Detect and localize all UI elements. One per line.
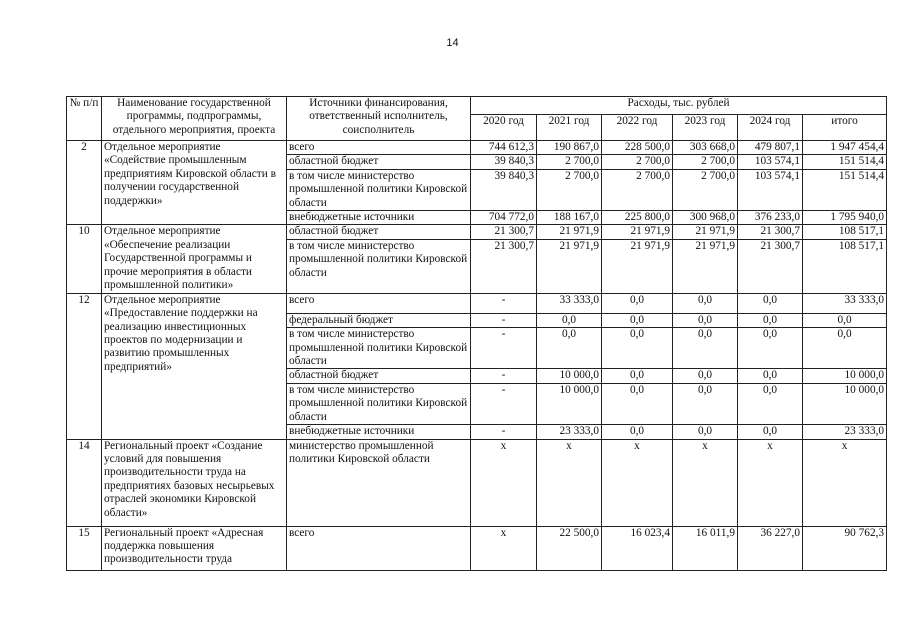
value-cell: x: [471, 526, 537, 570]
value-cell: 2 700,0: [673, 169, 738, 210]
value-cell: 21 971,9: [602, 225, 673, 239]
value-cell: 2 700,0: [602, 169, 673, 210]
total-cell: 151 514,4: [803, 169, 887, 210]
value-cell: 0,0: [602, 369, 673, 383]
value-cell: 0,0: [673, 328, 738, 369]
header-year: 2024 год: [738, 115, 803, 141]
value-cell: 303 668,0: [673, 141, 738, 155]
value-cell: -: [471, 293, 537, 313]
value-cell: 479 807,1: [738, 141, 803, 155]
value-cell: 103 574,1: [738, 155, 803, 169]
value-cell: x: [537, 439, 602, 526]
value-cell: 704 772,0: [471, 211, 537, 225]
row-source: всего: [287, 141, 471, 155]
row-number: 14: [67, 439, 102, 526]
row-source: областной бюджет: [287, 155, 471, 169]
header-year: 2022 год: [602, 115, 673, 141]
value-cell: 16 023,4: [602, 526, 673, 570]
value-cell: 21 971,9: [673, 225, 738, 239]
value-cell: 0,0: [738, 313, 803, 327]
row-name: Отдельное мероприятие «Содействие промышленным предприятиям Кировской области в получении государственной поддержки»: [102, 141, 287, 225]
value-cell: 0,0: [738, 425, 803, 439]
row-source: министерство промышленной политики Кировской области: [287, 439, 471, 526]
header-year: 2023 год: [673, 115, 738, 141]
value-cell: 190 867,0: [537, 141, 602, 155]
total-cell: 10 000,0: [803, 369, 887, 383]
value-cell: 0,0: [602, 328, 673, 369]
value-cell: 0,0: [738, 383, 803, 424]
total-cell: 108 517,1: [803, 239, 887, 293]
total-cell: 10 000,0: [803, 383, 887, 424]
header-expenses: Расходы, тыс. рублей: [471, 97, 887, 115]
value-cell: 22 500,0: [537, 526, 602, 570]
total-cell: 90 762,3: [803, 526, 887, 570]
row-name: Отдельное мероприятие «Обеспечение реализации Государственной программы и прочие мероприятия в области промышленной политики»: [102, 225, 287, 293]
total-cell: x: [803, 439, 887, 526]
value-cell: 228 500,0: [602, 141, 673, 155]
row-source: внебюджетные источники: [287, 425, 471, 439]
value-cell: 33 333,0: [537, 293, 602, 313]
row-number: 12: [67, 293, 102, 439]
row-number: 2: [67, 141, 102, 225]
total-cell: 23 333,0: [803, 425, 887, 439]
value-cell: 23 333,0: [537, 425, 602, 439]
table-row: [67, 225, 887, 239]
value-cell: 36 227,0: [738, 526, 803, 570]
value-cell: 0,0: [673, 293, 738, 313]
value-cell: x: [602, 439, 673, 526]
value-cell: 2 700,0: [537, 169, 602, 210]
value-cell: -: [471, 369, 537, 383]
value-cell: 2 700,0: [537, 155, 602, 169]
value-cell: 2 700,0: [602, 155, 673, 169]
value-cell: -: [471, 328, 537, 369]
expenses-table: [66, 96, 887, 571]
value-cell: 21 300,7: [738, 239, 803, 293]
value-cell: 0,0: [602, 293, 673, 313]
value-cell: 0,0: [673, 383, 738, 424]
value-cell: 2 700,0: [673, 155, 738, 169]
row-source: областной бюджет: [287, 369, 471, 383]
row-source: в том числе министерство промышленной политики Кировской области: [287, 383, 471, 424]
value-cell: 21 300,7: [738, 225, 803, 239]
page-number: 14: [446, 37, 459, 49]
value-cell: x: [738, 439, 803, 526]
row-source: областной бюджет: [287, 225, 471, 239]
value-cell: 376 233,0: [738, 211, 803, 225]
value-cell: 0,0: [602, 383, 673, 424]
value-cell: 225 800,0: [602, 211, 673, 225]
row-source: внебюджетные источники: [287, 211, 471, 225]
value-cell: 0,0: [602, 425, 673, 439]
table-row: [67, 439, 887, 526]
total-cell: 108 517,1: [803, 225, 887, 239]
row-source: в том числе министерство промышленной политики Кировской области: [287, 328, 471, 369]
value-cell: 0,0: [602, 313, 673, 327]
value-cell: 300 968,0: [673, 211, 738, 225]
value-cell: x: [471, 439, 537, 526]
table-row: [67, 141, 887, 155]
header-year: 2021 год: [537, 115, 602, 141]
total-cell: 0,0: [803, 328, 887, 369]
total-cell: 1 947 454,4: [803, 141, 887, 155]
value-cell: 0,0: [537, 313, 602, 327]
total-cell: 151 514,4: [803, 155, 887, 169]
table-row: [67, 526, 887, 570]
total-cell: 33 333,0: [803, 293, 887, 313]
value-cell: 0,0: [673, 369, 738, 383]
value-cell: 39 840,3: [471, 155, 537, 169]
header-name: Наименование государственной программы, подпрограммы, отдельного мероприятия, проекта: [102, 97, 287, 141]
value-cell: -: [471, 425, 537, 439]
row-name: Региональный проект «Адресная поддержка повышения производительности труда: [102, 526, 287, 570]
value-cell: 21 300,7: [471, 225, 537, 239]
value-cell: 0,0: [738, 369, 803, 383]
value-cell: x: [673, 439, 738, 526]
value-cell: -: [471, 313, 537, 327]
value-cell: 10 000,0: [537, 383, 602, 424]
total-cell: 0,0: [803, 313, 887, 327]
header-year: 2020 год: [471, 115, 537, 141]
value-cell: 0,0: [537, 328, 602, 369]
value-cell: 21 300,7: [471, 239, 537, 293]
row-name: Региональный проект «Создание условий для повышения производительности труда на предприятиях базовых несырьевых отраслей экономики Кировской области»: [102, 439, 287, 526]
row-name: Отдельное мероприятие «Предоставление поддержки на реализацию инвестиционных проектов по модернизации и развитию промышленных предприятий»: [102, 293, 287, 439]
row-number: 10: [67, 225, 102, 293]
value-cell: 21 971,9: [673, 239, 738, 293]
value-cell: 39 840,3: [471, 169, 537, 210]
value-cell: 744 612,3: [471, 141, 537, 155]
row-source: федеральный бюджет: [287, 313, 471, 327]
value-cell: 21 971,9: [537, 239, 602, 293]
value-cell: 0,0: [738, 293, 803, 313]
value-cell: 16 011,9: [673, 526, 738, 570]
value-cell: 21 971,9: [537, 225, 602, 239]
row-number: 15: [67, 526, 102, 570]
value-cell: 0,0: [673, 313, 738, 327]
header-total: итого: [803, 115, 887, 141]
row-source: всего: [287, 526, 471, 570]
total-cell: 1 795 940,0: [803, 211, 887, 225]
header-num: № п/п: [67, 97, 102, 141]
row-source: в том числе министерство промышленной политики Кировской области: [287, 239, 471, 293]
table-row: [67, 293, 887, 313]
value-cell: 188 167,0: [537, 211, 602, 225]
row-source: в том числе министерство промышленной политики Кировской области: [287, 169, 471, 210]
value-cell: 21 971,9: [602, 239, 673, 293]
row-source: всего: [287, 293, 471, 313]
value-cell: 10 000,0: [537, 369, 602, 383]
value-cell: 0,0: [738, 328, 803, 369]
value-cell: 0,0: [673, 425, 738, 439]
value-cell: -: [471, 383, 537, 424]
header-source: Источники финансирования, ответственный исполнитель, соисполнитель: [287, 97, 471, 141]
value-cell: 103 574,1: [738, 169, 803, 210]
